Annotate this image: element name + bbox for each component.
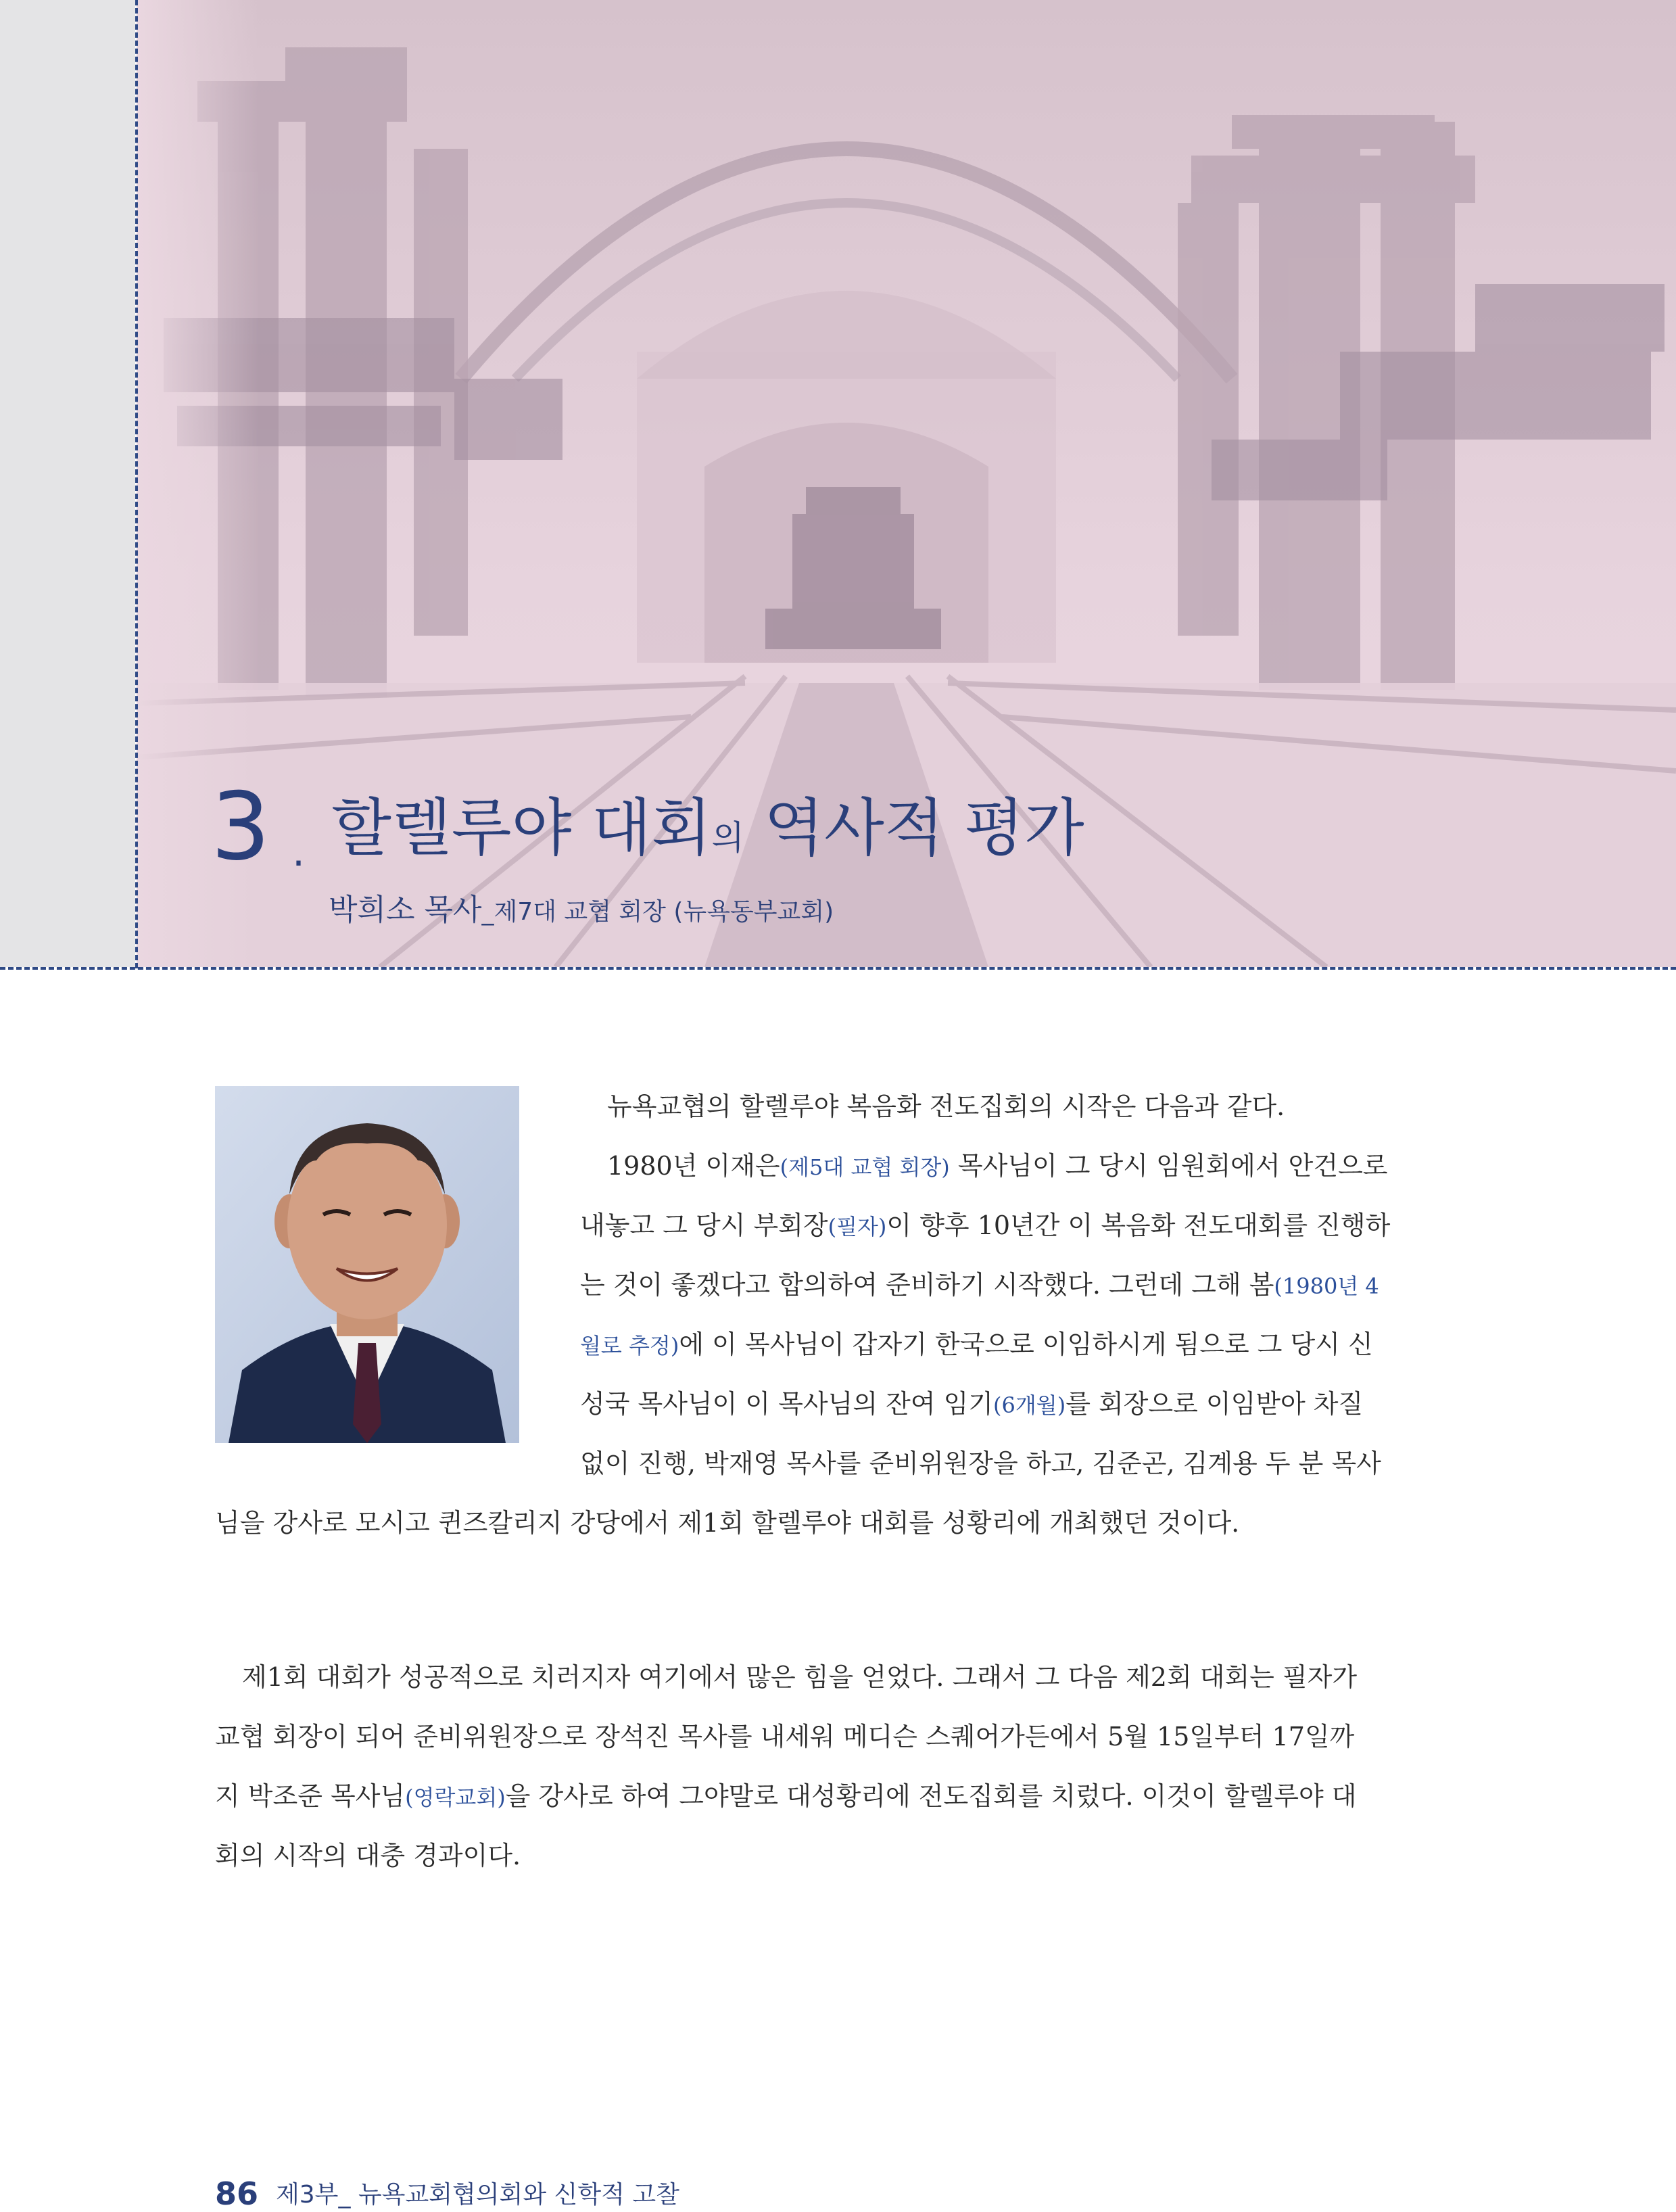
p1-line-1: 뉴욕교협의 할렐루야 복음화 전도집회의 시작은 다음과 같다.	[607, 1091, 1285, 1121]
author-role: _제7대 교협 회장 (뉴욕동부교회)	[481, 898, 834, 926]
p1-line-4-a: 는 것이 좋겠다고 합의하여 준비하기 시작했다. 그런데 그해 봄	[580, 1270, 1274, 1300]
author-portrait-photo	[215, 1086, 519, 1443]
paragraph-1-tail	[215, 1493, 1239, 1553]
p1-line-5-b: 에 이 목사님이 갑자기 한국으로 이임하시게 됨으로 그 당시 신	[679, 1329, 1373, 1359]
p1-line-5	[580, 1315, 1390, 1374]
left-gray-strip	[0, 0, 135, 967]
page-number: 86	[215, 2175, 259, 2212]
p2-line-3	[215, 1766, 1357, 1826]
running-footer: 제3부_ 뉴욕교회협의회와 신학적 고찰	[276, 2181, 679, 2209]
p1-line-5-aside: 월로 추정)	[580, 1333, 679, 1359]
p1-line-6-a: 성국 목사님이 이 목사님의 잔여 임기	[580, 1389, 994, 1419]
p2-line-3-c: 을 강사로 하여 그야말로 대성황리에 전도집회를 치렀다. 이것이 할렐루야 대	[505, 1781, 1357, 1811]
title-main: 할렐루야 대회	[331, 792, 712, 864]
p2-line-2: 교협 회장이 되어 준비위원장으로 장석진 목사를 내세워 메디슨 스퀘어가든에서 5월 15일부터 17일까	[215, 1722, 1355, 1751]
p1-line-6	[580, 1374, 1390, 1434]
p1-line-3	[580, 1196, 1390, 1255]
p2-line-3-aside: (영락교회)	[405, 1785, 506, 1810]
p1-line-2-aside: (제5대 교협 회장)	[780, 1154, 950, 1180]
p2-line-3-a: 지 박조준 목사님	[215, 1781, 406, 1811]
p1-line-8: 님을 강사로 모시고 퀸즈칼리지 강당에서 제1회 할렐루야 대회를 성황리에 개최했던 것이다.	[215, 1508, 1240, 1538]
vertical-dashed-rule	[135, 0, 138, 968]
article-title	[331, 788, 1084, 878]
horizontal-dashed-rule	[0, 967, 1676, 970]
paragraph-1	[580, 1077, 1390, 1493]
p1-line-3-aside: (필자)	[828, 1214, 887, 1240]
author-line	[329, 891, 834, 931]
title-rest: 역사적 평가	[764, 792, 1084, 864]
paragraph-2	[215, 1647, 1357, 1885]
author-name: 박희소 목사	[329, 893, 482, 927]
p1-line-4-aside: (1980년 4	[1274, 1273, 1379, 1299]
p1-line-7: 없이 진행, 박재영 목사를 준비위원장을 하고, 김준곤, 김계용 두 분 목사	[580, 1449, 1381, 1478]
p1-line-3-a: 내놓고 그 당시 부회장	[580, 1210, 828, 1240]
p1-line-2	[580, 1136, 1390, 1196]
p1-line-6-aside: (6개월)	[993, 1392, 1066, 1418]
p1-line-3-c: 이 향후 10년간 이 복음화 전도대회를 진행하	[886, 1210, 1391, 1240]
p1-line-2-c: 목사님이 그 당시 임원회에서 안건으로	[949, 1151, 1388, 1181]
p2-line-4: 회의 시작의 대충 경과이다.	[215, 1841, 521, 1870]
p2-line-1: 제1회 대회가 성공적으로 치러지자 여기에서 많은 힘을 얻었다. 그래서 그 다음 제2회 대회는 필자가	[242, 1662, 1358, 1692]
p1-line-6-c: 를 회장으로 이임받아 차질	[1066, 1389, 1364, 1419]
p1-line-2-a: 1980년 이재은	[607, 1151, 780, 1181]
section-number-dot: .	[292, 828, 306, 876]
p1-line-4	[580, 1255, 1390, 1315]
title-particle: 의	[711, 818, 744, 857]
section-number: 3	[211, 772, 270, 881]
